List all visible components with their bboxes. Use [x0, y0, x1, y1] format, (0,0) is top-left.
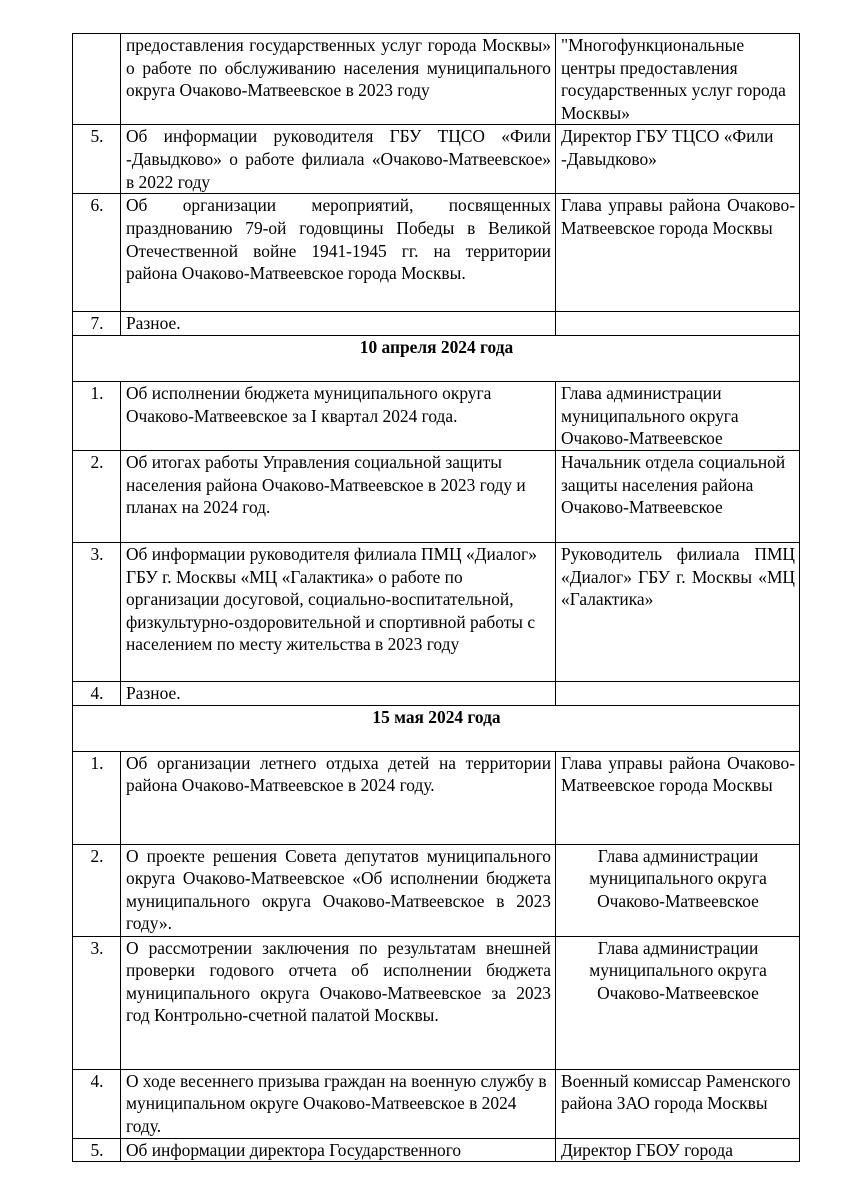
item-number: 7. — [73, 312, 121, 336]
item-topic: Об информации руководителя филиала ПМЦ «Диалог» ГБУ г. Москвы «МЦ «Галактика» о работе по организации досуговой, социально-воспитательной, физкультурно-оздоровительной и спортивной работы с населением по месту жительства в 2023 году — [121, 542, 556, 681]
item-number: 5. — [73, 1138, 121, 1162]
table-row — [73, 751, 800, 844]
item-number: 4. — [73, 1069, 121, 1138]
section-date-row — [73, 335, 800, 381]
item-number: 5. — [73, 125, 121, 194]
item-topic: Об итогах работы Управления социальной защиты населения района Очаково-Матвеевское в 2023 году и планах на 2024 год. — [121, 450, 556, 542]
section-date: 15 мая 2024 года — [73, 705, 800, 751]
item-responsible — [556, 312, 800, 336]
item-topic: О ходе весеннего призыва граждан на военную службу в муниципальном округе Очаково-Матвеевское в 2024 году. — [121, 1069, 556, 1138]
item-number: 1. — [73, 751, 121, 844]
item-responsible: Глава администрации муниципального округа Очаково-Матвеевское — [556, 844, 800, 936]
table-row — [73, 381, 800, 450]
item-number: 1. — [73, 381, 121, 450]
item-number: 4. — [73, 681, 121, 705]
item-responsible: Директор ГБУ ТЦСО «Фили -Давыдково» — [556, 125, 800, 194]
table-row — [73, 34, 800, 125]
agenda-table — [72, 33, 800, 1162]
item-number — [73, 34, 121, 125]
item-topic: Об информации руководителя ГБУ ТЦСО «Фили -Давыдково» о работе филиала «Очаково-Матвеевское» в 2022 году — [121, 125, 556, 194]
table-row — [73, 542, 800, 681]
section-date: 10 апреля 2024 года — [73, 335, 800, 381]
item-topic: Разное. — [121, 312, 556, 336]
table-row — [73, 936, 800, 1069]
section-date-row — [73, 705, 800, 751]
item-responsible: "Многофункциональные центры предоставления государственных услуг города Москвы» — [556, 34, 800, 125]
item-number: 3. — [73, 936, 121, 1069]
item-responsible: Руководитель филиала ПМЦ «Диалог» ГБУ г. Москвы «МЦ «Галактика» — [556, 542, 800, 681]
item-topic: предоставления государственных услуг города Москвы» о работе по обслуживанию населения муниципального округа Очаково-Матвеевское в 2023 году — [121, 34, 556, 125]
table-row — [73, 1138, 800, 1162]
item-number: 2. — [73, 844, 121, 936]
item-number: 6. — [73, 194, 121, 312]
table-row — [73, 681, 800, 705]
item-topic: Об организации летнего отдыха детей на территории района Очаково-Матвеевское в 2024 году. — [121, 751, 556, 844]
table-row — [73, 844, 800, 936]
table-row — [73, 450, 800, 542]
item-number: 3. — [73, 542, 121, 681]
table-row — [73, 1069, 800, 1138]
item-responsible: Глава администрации муниципального округа Очаково-Матвеевское — [556, 381, 800, 450]
item-topic: О проекте решения Совета депутатов муниципального округа Очаково-Матвеевское «Об исполнении бюджета муниципального округа Очаково-Матвеевское в 2023 году». — [121, 844, 556, 936]
item-topic: О рассмотрении заключения по результатам внешней проверки годового отчета об исполнении бюджета муниципального округа Очаково-Матвеевское за 2023 год Контрольно-счетной палатой Москвы. — [121, 936, 556, 1069]
item-topic: Разное. — [121, 681, 556, 705]
table-row — [73, 312, 800, 336]
table-row — [73, 125, 800, 194]
item-responsible: Директор ГБОУ города — [556, 1138, 800, 1162]
table-row — [73, 194, 800, 312]
item-responsible — [556, 681, 800, 705]
item-topic: Об исполнении бюджета муниципального округа Очаково-Матвеевское за I квартал 2024 года. — [121, 381, 556, 450]
item-topic: Об организации мероприятий, посвященных празднованию 79-ой годовщины Победы в Великой Отечественной войне 1941-1945 гг. на территории района Очаково-Матвеевское города Москвы. — [121, 194, 556, 312]
item-responsible: Начальник отдела социальной защиты населения района Очаково-Матвеевское — [556, 450, 800, 542]
item-responsible: Глава администрации муниципального округа Очаково-Матвеевское — [556, 936, 800, 1069]
item-responsible: Военный комиссар Раменского района ЗАО города Москвы — [556, 1069, 800, 1138]
item-number: 2. — [73, 450, 121, 542]
item-responsible: Глава управы района Очаково-Матвеевское города Москвы — [556, 194, 800, 312]
item-topic: Об информации директора Государственного — [121, 1138, 556, 1162]
item-responsible: Глава управы района Очаково-Матвеевское города Москвы — [556, 751, 800, 844]
